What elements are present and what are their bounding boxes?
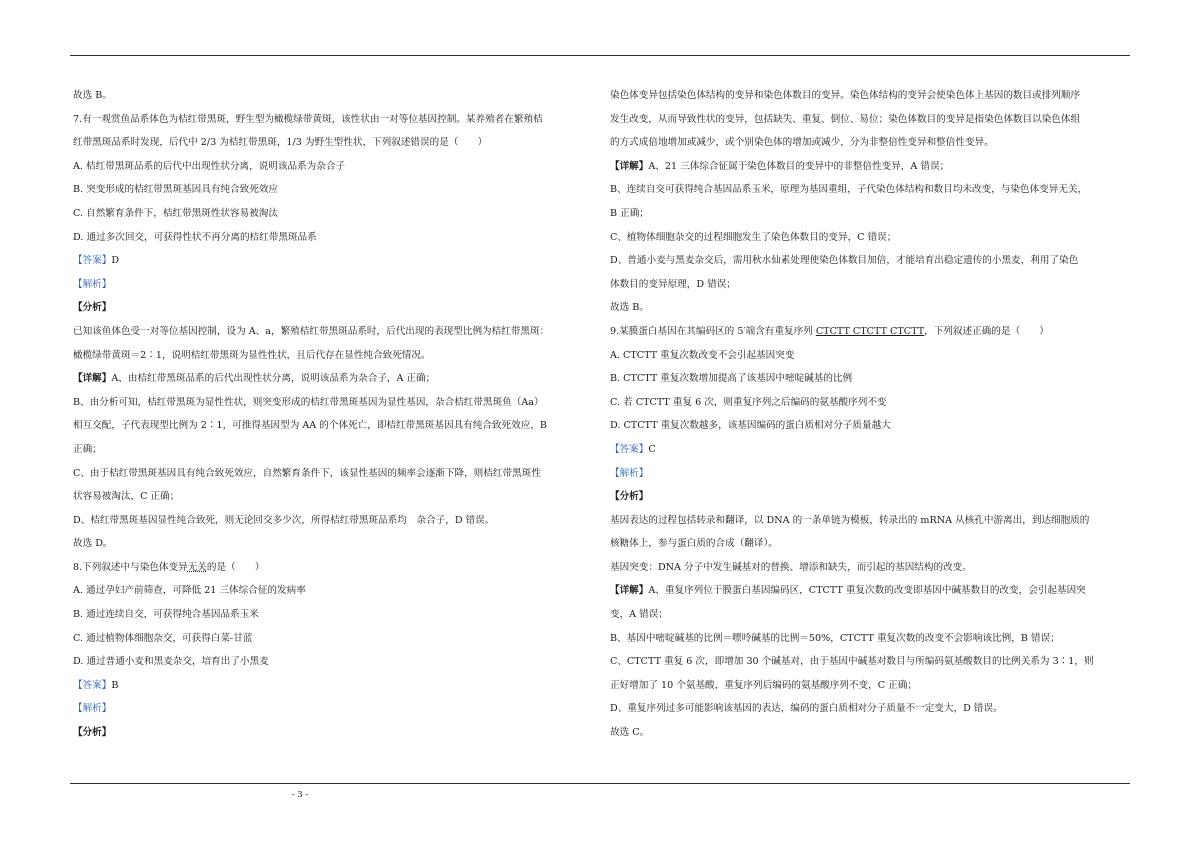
conclusion: 故选 B。 [610, 302, 649, 314]
fenxi-text: 染色体变异包括染色体结构的变异和染色体数目的变异。染色体结构的变异会使染色体上基因的数目或排列顺序 发生改变，从而导致性状的变异，包括缺失、重复、倒位、易位；染色体数目的变异是指染色体数目以染色体组 的方式成倍地增加或减少，或个别染色体的增加或减少，分为非整倍性变异和整倍性变异。 [610, 90, 1081, 149]
detail-b: B、基因中嘧啶碱基的比例＝嘌呤碱基的比例＝50%，CTCTT 重复次数的改变不会影响该比例，B 错误； [610, 632, 1060, 644]
option-c: C. 自然繁育条件下，桔红带黑斑性状容易被淘汰 [73, 207, 278, 219]
analysis-label: 【解析】 [610, 467, 649, 479]
left-column [73, 84, 595, 745]
answer-line: 【答案】B [73, 679, 119, 691]
option-c: C. 通过植物体细胞杂交，可获得白菜-甘蓝 [73, 632, 253, 644]
option-d: D. 通过多次回交，可获得性状不再分离的桔红带黑斑品系 [73, 231, 317, 243]
analysis-label: 【解析】 [73, 703, 112, 715]
fenxi-text: 已知该鱼体色受一对等位基因控制，设为 A、a，繁殖桔红带黑斑品系时，后代出现的表现型比例为桔红带黑斑： 橄榄绿带黄斑＝2∶1，说明桔红带黑斑为显性性状，且后代存在显性纯合致死情况。 [73, 325, 550, 361]
detail-d: D、桔红带黑斑基因显性纯合致死，则无论回交多少次，所得桔红带黑斑品系均 杂合子，D 错误。 [73, 514, 495, 526]
detail-a: 【详解】A、重复序列位于膜蛋白基因编码区，CTCTT 重复次数的改变即基因中碱基数目的改变，会引起基因突 变，A 错误； [610, 585, 1086, 621]
detail-c: C、植物体细胞杂交的过程细胞发生了染色体数目的变异，C 错误； [610, 231, 897, 243]
fenxi-label: 【分析】 [73, 302, 112, 314]
conclusion: 故选 D。 [73, 538, 113, 550]
right-column [610, 84, 1132, 745]
detail-b: B、由分析可知，桔红带黑斑为显性性状，则突变形成的桔红带黑斑基因为显性基因，杂合桔红带黑斑鱼（Aa） 相互交配，子代表现型比例为 2∶1，可推得基因型为 AA 的个体死亡，即桔红带黑斑基因具有纯合致死效应，B 正确； [73, 396, 547, 455]
fenxi-text: 基因表达的过程包括转录和翻译，以 DNA 的一条单链为模板，转录出的 mRNA 从核孔中游离出，到达细胞质的 核糖体上，参与蛋白质的合成（翻译）。 [610, 514, 1090, 550]
detail-c: C、由于桔红带黑斑基因具有纯合致死效应，自然繁育条件下，该显性基因的频率会逐渐下降，则桔红带黑斑性 状容易被淘汰，C 正确； [73, 467, 541, 503]
detail-b: B、连续自交可获得纯合基因品系玉米，原理为基因重组，子代染色体结构和数目均未改变，与染色体变异无关， B 正确； [610, 184, 1088, 219]
detail-a: 【详解】A、由桔红带黑斑品系的后代出现性状分离，说明该品系为杂合子，A 正确； [73, 373, 436, 385]
question-7-stem: 7.有一观赏鱼品系体色为桔红带黑斑，野生型为橄榄绿带黄斑，该性状由一对等位基因控制。某养殖者在繁殖桔 红带黑斑品系时发现，后代中 2/3 为桔红带黑斑，1/3 为野生型性状，下列叙述错误的是（ ） [73, 113, 543, 149]
answer-line: 【答案】C [610, 443, 656, 455]
option-b: B. 通过连续自交，可获得纯合基因品系玉米 [73, 609, 259, 621]
option-a: A. 通过孕妇产前筛查，可降低 21 三体综合征的发病率 [73, 585, 306, 597]
conclusion: 故选 C。 [610, 727, 650, 739]
option-d: D. CTCTT 重复次数越多，该基因编码的蛋白质相对分子质量越大 [610, 420, 891, 432]
detail-d: D、重复序列过多可能影响该基因的表达，编码的蛋白质相对分子质量不一定变大，D 错误。 [610, 703, 1003, 715]
text-line: 故选 B。 [73, 90, 112, 101]
question-8-stem: 8.下列叙述中与染色体变异无关的是（ ） [73, 561, 265, 573]
option-b: B. 突变形成的桔红带黑斑基因具有纯合致死效应 [73, 184, 279, 196]
question-9-stem: 9.某膜蛋白基因在其编码区的 5′端含有重复序列 CTCTT CTCTT CTCTT，下列叙述正确的是（ ） [610, 325, 1049, 337]
option-a: A. 桔红带黑斑品系的后代中出现性状分离，说明该品系为杂合子 [73, 160, 346, 172]
page-number: - 3 - [291, 790, 309, 800]
top-rule [70, 55, 1130, 56]
option-c: C. 若 CTCTT 重复 6 次，则重复序列之后编码的氨基酸序列不变 [610, 396, 887, 408]
detail-a: 【详解】A、21 三体综合征属于染色体数目的变异中的非整倍性变异，A 错误； [610, 160, 950, 172]
answer-line: 【答案】D [73, 255, 120, 267]
option-d: D. 通过普通小麦和黑麦杂交，培育出了小黑麦 [73, 656, 269, 668]
fenxi-text: 基因突变：DNA 分子中发生碱基对的替换、增添和缺失，而引起的基因结构的改变。 [610, 561, 972, 573]
detail-c: C、CTCTT 重复 6 次，即增加 30 个碱基对，由于基因中碱基对数目与所编码氨基酸数目的比例关系为 3∶1，则 正好增加了 10 个氨基酸，重复序列后编码的氨基酸序列不变，C 正确； [610, 656, 1094, 691]
option-a: A. CTCTT 重复次数改变不会引起基因突变 [610, 349, 795, 361]
fenxi-label: 【分析】 [73, 727, 112, 739]
bottom-rule [70, 783, 1130, 784]
fenxi-label: 【分析】 [610, 491, 649, 503]
analysis-label: 【解析】 [73, 278, 112, 290]
detail-d: D、普通小麦与黑麦杂交后，需用秋水仙素处理使染色体数目加倍，才能培育出稳定遗传的小黑麦，利用了染色 体数目的变异原理，D 错误； [610, 255, 1079, 290]
option-b: B. CTCTT 重复次数增加提高了该基因中嘧啶碱基的比例 [610, 373, 853, 385]
